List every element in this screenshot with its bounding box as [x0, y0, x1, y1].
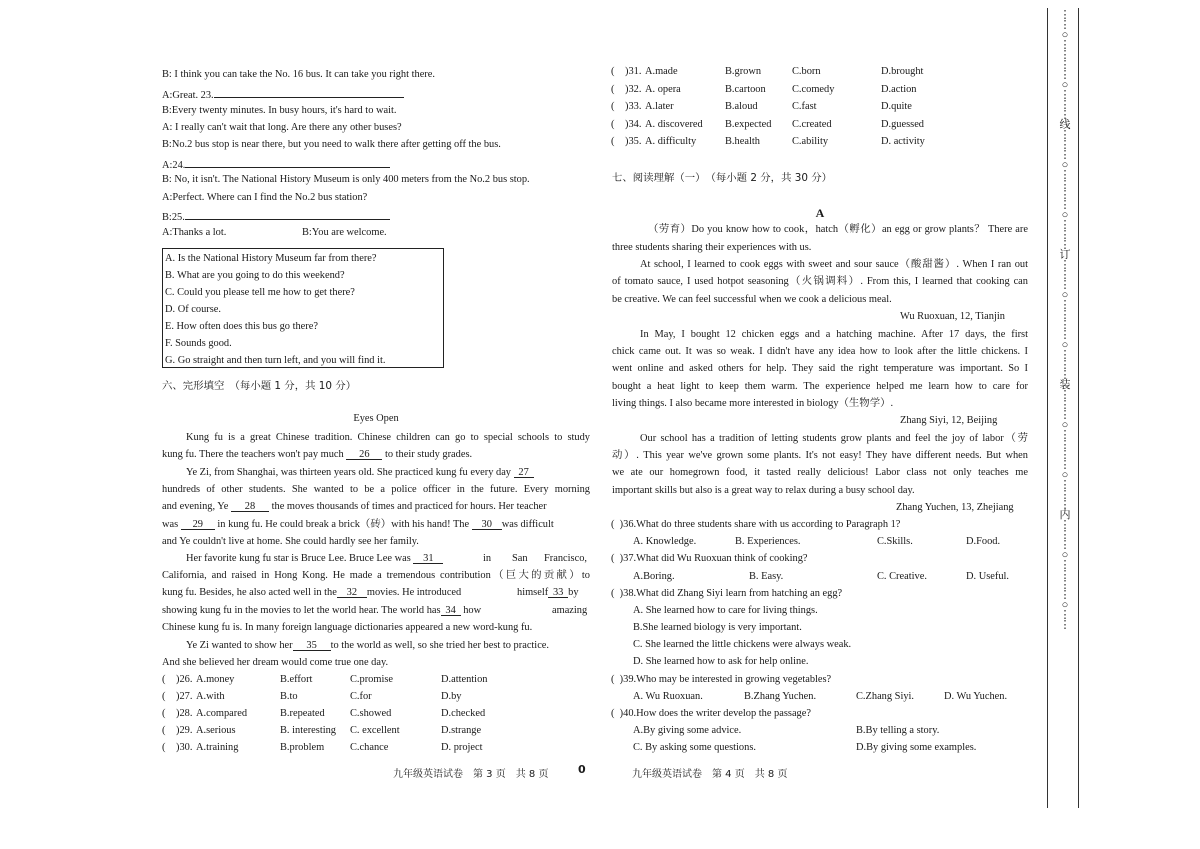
dialogue-line: B:No.2 bus stop is near there, but you need to walk there after getting off the bus. — [162, 139, 501, 150]
dialogue-text: B:25. — [162, 212, 185, 223]
cloze-blank[interactable]: 33 — [548, 586, 568, 598]
option-item: G. Go straight and then turn left, and you will find it. — [165, 355, 386, 366]
dialogue-line: A:Perfect. Where can I find the No.2 bus station? — [162, 192, 368, 203]
passage-word: amazing — [552, 605, 588, 616]
student-signature: Zhang Yuchen, 13, Zhejiang — [896, 502, 1014, 513]
option-item: B. What are you going to do this weekend? — [165, 270, 345, 281]
question-options[interactable] — [611, 724, 1031, 738]
option-b[interactable]: B.problem — [280, 742, 325, 753]
dialogue-line: B: I think you can take the No. 16 bus. It can take you right there. — [162, 69, 435, 80]
option-a[interactable]: A.training — [196, 742, 239, 753]
option-d[interactable]: D. She learned how to ask for help online. — [633, 656, 809, 667]
option-c[interactable]: C. By asking some questions. — [633, 742, 756, 753]
answer-paren[interactable]: ( — [611, 519, 615, 530]
option-d[interactable]: D.By giving some examples. — [856, 742, 977, 753]
question-row[interactable]: ( )33. A.later B.aloud C.fast D.quite — [611, 101, 912, 112]
option-a[interactable]: A. Wu Ruoxuan. — [633, 691, 703, 702]
option-b[interactable]: B.expected — [725, 119, 772, 130]
cloze-blank[interactable]: 26 — [346, 448, 382, 460]
passage-line: hundreds of other students. She wanted to be a police officer in the future. Every morning — [162, 484, 590, 495]
answer-blank[interactable] — [185, 208, 390, 220]
passage-line: important skills but also is a great way to relax during a busy school day. — [612, 485, 915, 496]
option-c[interactable]: C.chance — [350, 742, 389, 753]
passage-line: Our school has a tradition of letting students grow plants and feel the joy of labor（劳 — [640, 433, 1028, 444]
answer-blank[interactable] — [214, 86, 404, 98]
option-d[interactable]: D. activity — [881, 136, 925, 147]
question-row[interactable]: ( )29. A.serious B. interesting C. excellent D.strange — [162, 725, 482, 736]
option-b[interactable]: B.She learned biology is very important. — [633, 622, 802, 633]
student-signature: Wu Ruoxuan, 12, Tianjin — [900, 311, 1005, 322]
passage-line: Ye Zi, from Shanghai, was thirteen years old. She practiced kung fu every day 27 — [186, 466, 534, 480]
answer-paren[interactable]: ( — [611, 101, 615, 112]
option-item: A. Is the National History Museum far from there? — [165, 253, 377, 264]
option-item: C. Could you please tell me how to get there? — [165, 287, 355, 298]
option-item: E. How often does this bus go there? — [165, 321, 318, 332]
option-d[interactable]: D.brought — [881, 66, 924, 77]
answer-paren[interactable]: ( — [162, 708, 166, 719]
option-b[interactable]: B.effort — [280, 674, 313, 685]
cloze-blank[interactable]: 27 — [514, 466, 534, 478]
passage-line: three students sharing their experiences with us. — [612, 242, 812, 253]
dialogue-text: A:Great. 23. — [162, 90, 214, 101]
option-d[interactable]: D. Wu Yuchen. — [944, 691, 1008, 702]
option-d[interactable]: D.by — [441, 691, 462, 702]
option-c[interactable]: C. She learned the little chickens were always weak. — [633, 639, 852, 650]
option-c[interactable]: C.Zhang Siyi. — [856, 691, 915, 702]
answer-blank[interactable] — [185, 156, 390, 168]
option-b[interactable]: B. Easy. — [749, 571, 784, 582]
cloze-blank[interactable]: 34 — [441, 604, 461, 616]
passage-line: of tomato sauce, I used hotpot seasoning（火锅调料）. From this, I learned that cooking can — [612, 276, 1028, 287]
option-c[interactable]: C.Skills. — [877, 536, 913, 547]
answer-paren[interactable]: ( — [611, 84, 615, 95]
passage-line: California, and raised in Hong Kong. He made a tremendous contribution（巨大的贡献）to — [162, 570, 590, 581]
option-a[interactable]: A.Boring. — [633, 571, 675, 582]
passage-line: and evening, Ye 28 the moves thousands of times and practiced for hours. Her teacher — [162, 501, 547, 512]
passage-title: Eyes Open — [353, 413, 399, 424]
passage-word: Francisco, — [544, 553, 587, 564]
question-stem: ( )38.What did Zhang Siyi learn from hatching an egg? — [611, 588, 843, 599]
dialogue-text: A:24. — [162, 160, 186, 171]
binding-margin-text: ⋮ ⋮ ○ ⋮ ⋮ ⋮ ⋮ ○ ⋮ ⋮ ⋮ 线 ⋮ ⋮ ⋮ ○ ⋮ ⋮ ⋮ ⋮ ○ ⋮ ⋮ ⋮ 订 ⋮ ⋮ ⋮ ○ ⋮ ⋮ ⋮ ⋮ ○ ⋮ ⋮ ⋮ 装 ⋮ ⋮ ⋮ ○ ⋮ ⋮ ⋮ ⋮ ○ ⋮ ⋮ ⋮ 内 ⋮ ⋮ ⋮ ○ ⋮ ⋮ ⋮ ⋮ ○ ⋮ ⋮ — [1059, 9, 1071, 631]
option-d[interactable]: D.guessed — [881, 119, 924, 130]
option-b[interactable]: B.aloud — [725, 101, 758, 112]
option-d[interactable]: D. Useful. — [966, 571, 1009, 582]
option-d[interactable]: D.quite — [881, 101, 912, 112]
passage-line: was 29 in kung fu. He could break a brick（砖）with his hand! The 30 was difficult — [162, 519, 554, 530]
option-c[interactable]: C.born — [792, 66, 821, 77]
option-c[interactable]: C.ability — [792, 136, 829, 147]
cloze-blank[interactable]: 31 — [413, 552, 443, 564]
option-item: D. Of course. — [165, 304, 221, 315]
option-a[interactable]: A. discovered — [645, 119, 703, 130]
question-row[interactable]: ( )34. A. discovered B.expected C.created D.guessed — [611, 119, 924, 130]
cloze-blank[interactable]: 28 — [231, 500, 269, 512]
question-stem: ( )39.Who may be interested in growing vegetables? — [611, 674, 832, 685]
option-b[interactable]: B.repeated — [280, 708, 325, 719]
passage-line: （劳育）Do you know how to cook，hatch（孵化）an egg or grow plants？ There are — [648, 224, 1028, 235]
question-stem: ( )40.How does the writer develop the passage? — [611, 708, 811, 719]
answer-paren[interactable]: ( — [162, 674, 166, 685]
option-a[interactable]: A.money — [196, 674, 235, 685]
passage-line: be creative. We can feel successful when we cook a delicious meal. — [612, 294, 892, 305]
question-row[interactable]: ( )27. A.with B.to C.for D.by — [162, 691, 462, 702]
dialogue-line: B: No, it isn't. The National History Museum is only 400 meters from the No.2 bus stop. — [162, 174, 530, 185]
option-a[interactable]: A. She learned how to care for living things. — [633, 605, 818, 616]
option-b[interactable]: B.grown — [725, 66, 762, 77]
option-d[interactable]: D.strange — [441, 725, 482, 736]
passage-line: Chinese kung fu is. In many foreign language dictionaries appeared a new word-kung fu. — [162, 622, 533, 633]
cloze-blank[interactable]: 32 — [337, 586, 367, 598]
answer-paren[interactable]: ( — [162, 725, 166, 736]
binding-line — [1047, 8, 1048, 808]
question-options[interactable] — [611, 535, 1031, 549]
dialogue-line — [162, 208, 390, 225]
section-heading: 六、完形填空 （每小题 1 分，共 10 分） — [162, 380, 357, 392]
option-c[interactable]: C.created — [792, 119, 832, 130]
option-b[interactable]: B.Zhang Yuchen. — [744, 691, 817, 702]
passage-line: living things. I also became more interested in biology（生物学）. — [612, 398, 894, 409]
question-row[interactable]: ( )28. A.compared B.repeated C.showed D.checked — [162, 708, 486, 719]
option-a[interactable]: A.serious — [196, 725, 236, 736]
binding-line — [1078, 8, 1079, 808]
answer-paren[interactable]: ( — [162, 691, 166, 702]
option-a[interactable]: A.By giving some advice. — [633, 725, 742, 736]
answer-paren[interactable]: ( — [611, 119, 615, 130]
option-a[interactable]: A.later — [645, 101, 674, 112]
answer-paren[interactable]: ( — [611, 588, 615, 599]
passage-line: went online and asked others for help. They said the right temperature was important. So I — [612, 363, 1028, 374]
question-row[interactable]: ( )31. A.made B.grown C.born D.brought — [611, 66, 924, 77]
option-c[interactable]: C.for — [350, 691, 372, 702]
dialogue-line: B:Every twenty minutes. In busy hours, it's hard to wait. — [162, 105, 397, 116]
option-b[interactable]: B.By telling a story. — [856, 725, 940, 736]
question-row[interactable]: ( )32. A. opera B.cartoon C.comedy D.action — [611, 84, 917, 95]
passage-line: At school, I learned to cook eggs with sweet and sour sauce（酸甜酱）. When I ran out — [640, 259, 1028, 270]
option-a[interactable]: A.compared — [196, 708, 248, 719]
option-b[interactable]: B. Experiences. — [735, 536, 801, 547]
option-d[interactable]: D. project — [441, 742, 483, 753]
passage-line: Her favorite kung fu star is Bruce Lee. Bruce Lee was 31 — [186, 552, 443, 566]
passage-line: And she believed her dream would come true one day. — [162, 657, 389, 668]
question-stem: ( )36.What do three students share with us according to Paragraph 1? — [611, 519, 901, 530]
option-c[interactable]: C.comedy — [792, 84, 835, 95]
passage-line: Kung fu is a great Chinese tradition. Chinese children can go to special schools to study — [186, 432, 590, 443]
question-row[interactable]: ( )30. A.training B.problem C.chance D. project — [162, 742, 483, 753]
option-b[interactable]: B.to — [280, 691, 298, 702]
option-c[interactable]: C.fast — [792, 101, 817, 112]
option-a[interactable]: A.with — [196, 691, 225, 702]
question-row[interactable]: ( )26. A.money B.effort C.promise D.attention — [162, 674, 488, 685]
option-c[interactable]: C.showed — [350, 708, 392, 719]
passage-line: Ye Zi wanted to show her 35 to the world as well, so she tried her best to practice. — [186, 640, 550, 651]
passage-line: kung fu. Besides, he also acted well in the 32 movies. He introduced — [162, 587, 462, 598]
option-b[interactable]: B. interesting — [280, 725, 336, 736]
answer-paren[interactable]: ( — [162, 742, 166, 753]
passage-line: In May, I bought 12 chicken eggs and a hatching machine. After 17 days, the first — [640, 329, 1028, 340]
option-d[interactable]: D.Food. — [966, 536, 1001, 547]
dialogue-line: A: I really can't wait that long. Are there any other buses? — [162, 122, 402, 133]
answer-paren[interactable]: ( — [611, 553, 615, 564]
passage-line: 动）. This year we've grown some plants. It's not easy! They have different needs. But when — [612, 450, 1028, 461]
answer-paren[interactable]: ( — [611, 136, 615, 147]
dialogue-line — [162, 156, 390, 173]
option-c[interactable]: C.promise — [350, 674, 394, 685]
option-a[interactable]: A. Knowledge. — [633, 536, 697, 547]
option-c[interactable]: C. excellent — [350, 725, 400, 736]
option-a[interactable]: A. difficulty — [645, 136, 697, 147]
option-a[interactable]: A. opera — [645, 84, 681, 95]
passage-line: and Ye couldn't live at home. She could hardly see her family. — [162, 536, 419, 547]
question-stem: ( )37.What did Wu Ruoxuan think of cooking? — [611, 553, 808, 564]
option-d[interactable]: D.checked — [441, 708, 486, 719]
answer-paren[interactable]: ( — [611, 66, 615, 77]
dialogue-line: A:Thanks a lot. — [162, 227, 227, 238]
question-options[interactable] — [611, 690, 1031, 704]
student-signature: Zhang Siyi, 12, Beijing — [900, 415, 998, 426]
page-footer: 九年级英语试卷 第 4 页 共 8 页 — [632, 769, 788, 780]
dialogue-line — [162, 86, 404, 103]
passage-word: in — [483, 553, 492, 564]
option-b[interactable]: B.cartoon — [725, 84, 766, 95]
option-c[interactable]: C. Creative. — [877, 571, 927, 582]
passage-line: we ate our homegrown food, it tasted really delicious! Labor class not only teaches me — [612, 467, 1028, 478]
cloze-blank[interactable]: 29 — [181, 518, 215, 530]
passage-line: showing kung fu in the movies to let the world hear. The world has 34 how — [162, 605, 482, 616]
passage-line: chick came out. It was so weak. I didn't have any idea how to look after the little chickens. I — [612, 346, 1028, 357]
option-item: F. Sounds good. — [165, 338, 232, 349]
section-heading: 七、阅读理解（一） （每小题 2 分，共 30 分） — [612, 172, 833, 184]
passage-word: San — [512, 553, 528, 564]
page-footer: 九年级英语试卷 第 3 页 共 8 页 — [393, 769, 549, 780]
option-a[interactable]: A.made — [645, 66, 678, 77]
passage-line: kung fu. There the teachers won't pay much 26 to their study grades. — [162, 449, 473, 460]
answer-paren[interactable]: ( — [611, 674, 615, 685]
page-mark: 0 — [578, 763, 586, 776]
passage-line: himself 33 by — [517, 587, 579, 598]
option-b[interactable]: B.health — [725, 136, 760, 147]
cloze-blank[interactable]: 35 — [293, 639, 331, 651]
cloze-blank[interactable]: 30 — [472, 518, 502, 530]
question-row[interactable]: ( )35. A. difficulty B.health C.ability D. activity — [611, 136, 925, 147]
option-d[interactable]: D.attention — [441, 674, 488, 685]
passage-line: bought a heat light to keep them warm. The experience helped me learn how to care for — [612, 381, 1028, 392]
dialogue-line: B:You are welcome. — [302, 227, 387, 238]
part-label: A — [815, 206, 825, 220]
question-options[interactable] — [611, 570, 1031, 584]
option-d[interactable]: D.action — [881, 84, 917, 95]
question-options[interactable] — [611, 741, 1031, 755]
answer-paren[interactable]: ( — [611, 708, 615, 719]
